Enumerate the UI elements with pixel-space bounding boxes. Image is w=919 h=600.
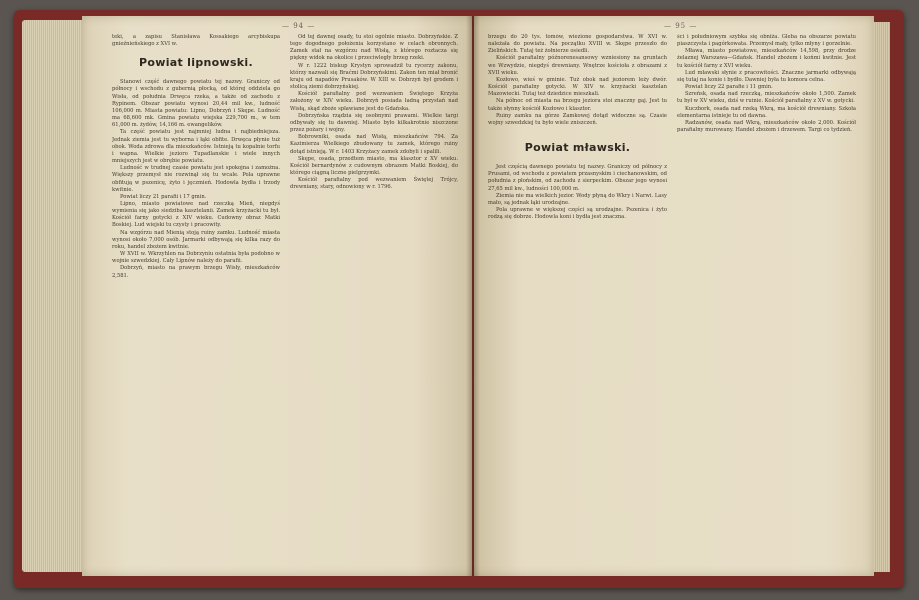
paragraph: Na wzgórzu nad Mienią stoją ruiny zamku. Ludność miasta wynosi około 7,000 osób. Jarmarki odbywają się kilka razy do roku, handel zbożem kwitnie. [112,229,280,250]
paragraph: Od tej dawnej osady, tu stoi ogólnie miasto. Dobrzyńskie. Z tego dogodnego położenia korzystano w celach obronnych. Zamek stał na wzgórzu nad Wisłą, z którego roztacza się piękny widok na okolice i przeciwległy brzeg rzeki. [290,34,458,62]
paragraph: Kościół parafialny późnorenesansowy wzniesiony na gruntach we Wzwydzie, niegdyś drewniany. Wnętrze kościoła z obrazami z XVII wieku. [488,55,667,76]
paragraph: W XVII w. Wkrzyhlen na Dobrzyniu ostatnia była podobno w wojnie szwedzkiej. Cały Lipnów należy do parafii. [112,251,280,265]
right-column-1 [488,34,667,568]
paragraph: Pola uprawne w większej części są urodzajne. Pszenica i żyto rodzą się dobrze. Hodowla koni i bydła jest znaczna. [488,206,667,221]
paragraph: Ta część powiatu jest najmniej ludna i najbiedniejsza. Jednak ziemia jest tu wyborna i łąki obfite. Drwęca płynie tuż obok. Woda zdrowa dla mieszkańców. Istnieją tu kopalnie torfu i wapna. Wielkie jezioro Tupadlanskie i wiele innych mniejszych jest w obrębie powiatu. [112,129,280,165]
paragraph: Jest częścią dawnego powiatu tej nazwy. Graniczy od północy z Prusami, od wschodu z powiatem przasnyskim i ciechanowskim, od południa z płońskim, od zachodu z sierpeckim. Obszar jego wynosi 27,65 mil kw., ludności 100,000 m. [488,164,667,192]
left-page [82,16,472,576]
paragraph: Lud mławski słynie z pracowitości. Znaczne jarmarki odbywają się tutaj na konie i bydło. Dawniej była tu komora celna. [677,69,856,83]
paragraph: Radzanów, osada nad Wkrą, mieszkańców około 2,000. Kościół parafialny murowany. Handel zbożem i drzewem. Targi co tydzień. [677,119,856,134]
page-number-right: — 95 — [664,22,698,30]
paragraph: Szreńsk, osada nad rzeczką, mieszkańców około 1,500. Zamek tu był w XV wieku, dziś w ruinie. Kościół parafialny z XV w. gotycki. [677,91,856,105]
paragraph: Kuczbork, osada nad rzeką Wkrą, ma kościół drewniany. Szkoła elementarna istnieje tu od dawna. [677,105,856,119]
paragraph: ści i południowym szybka się obniża. Gleba na obszarze powiatu piaszczysta i pagórkowata. Przemysł mały, tylko młyny i gorzelnie. [677,34,856,48]
left-column-2 [290,34,458,568]
paragraph: brzegu do 20 tys. tomów, wiezione gospodarstwa. W XVI w. należała do powiatu. Na początku XVIII w. Skępe przeszło do Zielińskich. Tutaj też żołnierze osiedli. [488,34,667,55]
paragraph: Powiat liczy 21 parafii i 17 gmin. [120,193,207,200]
paragraph: Powiat liczy 22 parafie i 11 gmin. [685,84,773,91]
paragraph: Dobrzyńska rządzia się osobnymi prawami. Wielkie targi odbywały się tu dawniej. Miasto było kilkakrotnie niszczone przez pożary i wojny. [290,112,458,134]
paragraph: Ziemia nie ma wielkich jezior. Wody płyną do Wkry i Narwi. Lasy mało, są jednak łąki urodzajne. [488,192,667,206]
section-heading-mlawski: Powiat mławski. [524,141,631,155]
right-column-2 [677,34,856,568]
paragraph: Dobrzyń, miasto na prawym brzegu Wisły, mieszkańców 2,581. [112,265,280,279]
left-page-columns [112,34,458,568]
page-number-left: — 94 — [282,22,316,30]
paragraph: Stanowi część dawnego powiatu tej nazwy. Graniczy od północy i wschodu z gubernią płocką, od której oddziela go Wisła, od południa Drwęca rzeka, a także od zachodu z Rypinem. Obszar powiatu wynosi 20,44 mil kw., ludność 106,000 m. Miasta powiatu: Lipno, Dobrzyń i Skępe. Ludność ma 68,600 mk. Gmina powiatu wiejska 229,700 m., w tem 61,000 m. żydów, 14,166 m. ewangelików. [112,79,280,129]
book-gutter [466,16,480,576]
paragraph: Bobrowniki, osada nad Wisłą, mieszkańców 794. Za Kazimierza Wielkiego zbudowany tu zamek, którego ruiny dotąd istnieją. W r. 1403 Krzyżacy zamek zdobyli i spalili. [290,134,458,155]
paragraph: Kościół parafialny pod wezwaniem Świętej Trójcy, drewniany, stary, odnowiony w r. 1796. [290,177,458,191]
section-heading-lipnowski: Powiat lipnowski. [139,56,253,70]
paragraph: W r. 1222 biskup Krystyn sprowadził tu rycerzy zakonu, którzy nazwali się Braćmi Dobrzyńskimi. Zakon ten miał bronić kraju od napadów Prusaków. W XIII w. Dobrzyń był grodem i stolicą ziemi dobrzyńskiej. [290,62,458,91]
left-column-1 [112,34,280,568]
right-page [474,16,874,576]
paragraph: Ruiny zamku na górze Zamkowej dotąd widoczne są. Czasie wojny szwedzkiej tu było wiele zniszczeń. [488,112,667,126]
paragraph: Skępe, osada, przedtem miasto, ma klasztor z XV wieku. Kościół bernardynów z cudownym obrazem Matki Boskiej, do którego ciągną liczne pielgrzymki. [290,155,458,176]
paragraph: Mława, miasto powiatowe, mieszkańców 14,598, przy drodze żelaznej Warszawa—Gdańsk. Handel zbożem i końmi kwitnie. Jest tu kościół farny z XVI wieku. [677,48,856,69]
intro-text: teki, a zapisu Stanisława Kossakiego arcybiskupa gnieźnieńskiego z XVI w. [112,34,280,48]
right-page-columns [488,34,856,568]
paragraph: Lipno, miasto powiatowe nad rzeczką Mień, niegdyś wymienia się jako siedziba kasztelanii. Zamek krzyżacki tu był. Kościół farny gotycki z XIV wieku. Cudowny obraz Matki Boskiej. Lud wiejski tu czysty i pracowity. [112,200,280,229]
paragraph: Ludność w trudnej czasie powiatu jest spokojna i zamożna. Większy przemysł nie rozwinął się tu wcale. Pola uprawne obfitują w pszenicę, żyto i jęczmień. Hodowla bydła i trzody kwitnie. [112,165,280,193]
paragraph: Kozłowo, wieś w gminie. Tuż obok nad jeziorem leży dwór. Kościół parafialny gotycki. W XIV w. krzyżacki kasztelan Mazowiecki. Tutaj też dziedzice mieszkali. [488,76,667,98]
paragraph: Na północ od miasta na brzegu jeziora stoi znaczny gaj. Jest tu także słynny kościół Kozłowo i klasztor. [488,98,667,112]
paragraph: Kościół parafialny pod wezwaniem Świętego Krzyża założony w XIV wieku. Dobrzyń posiada ładną przystań nad Wisłą, skąd zboże spławiane jest do Gdańska. [290,91,458,112]
